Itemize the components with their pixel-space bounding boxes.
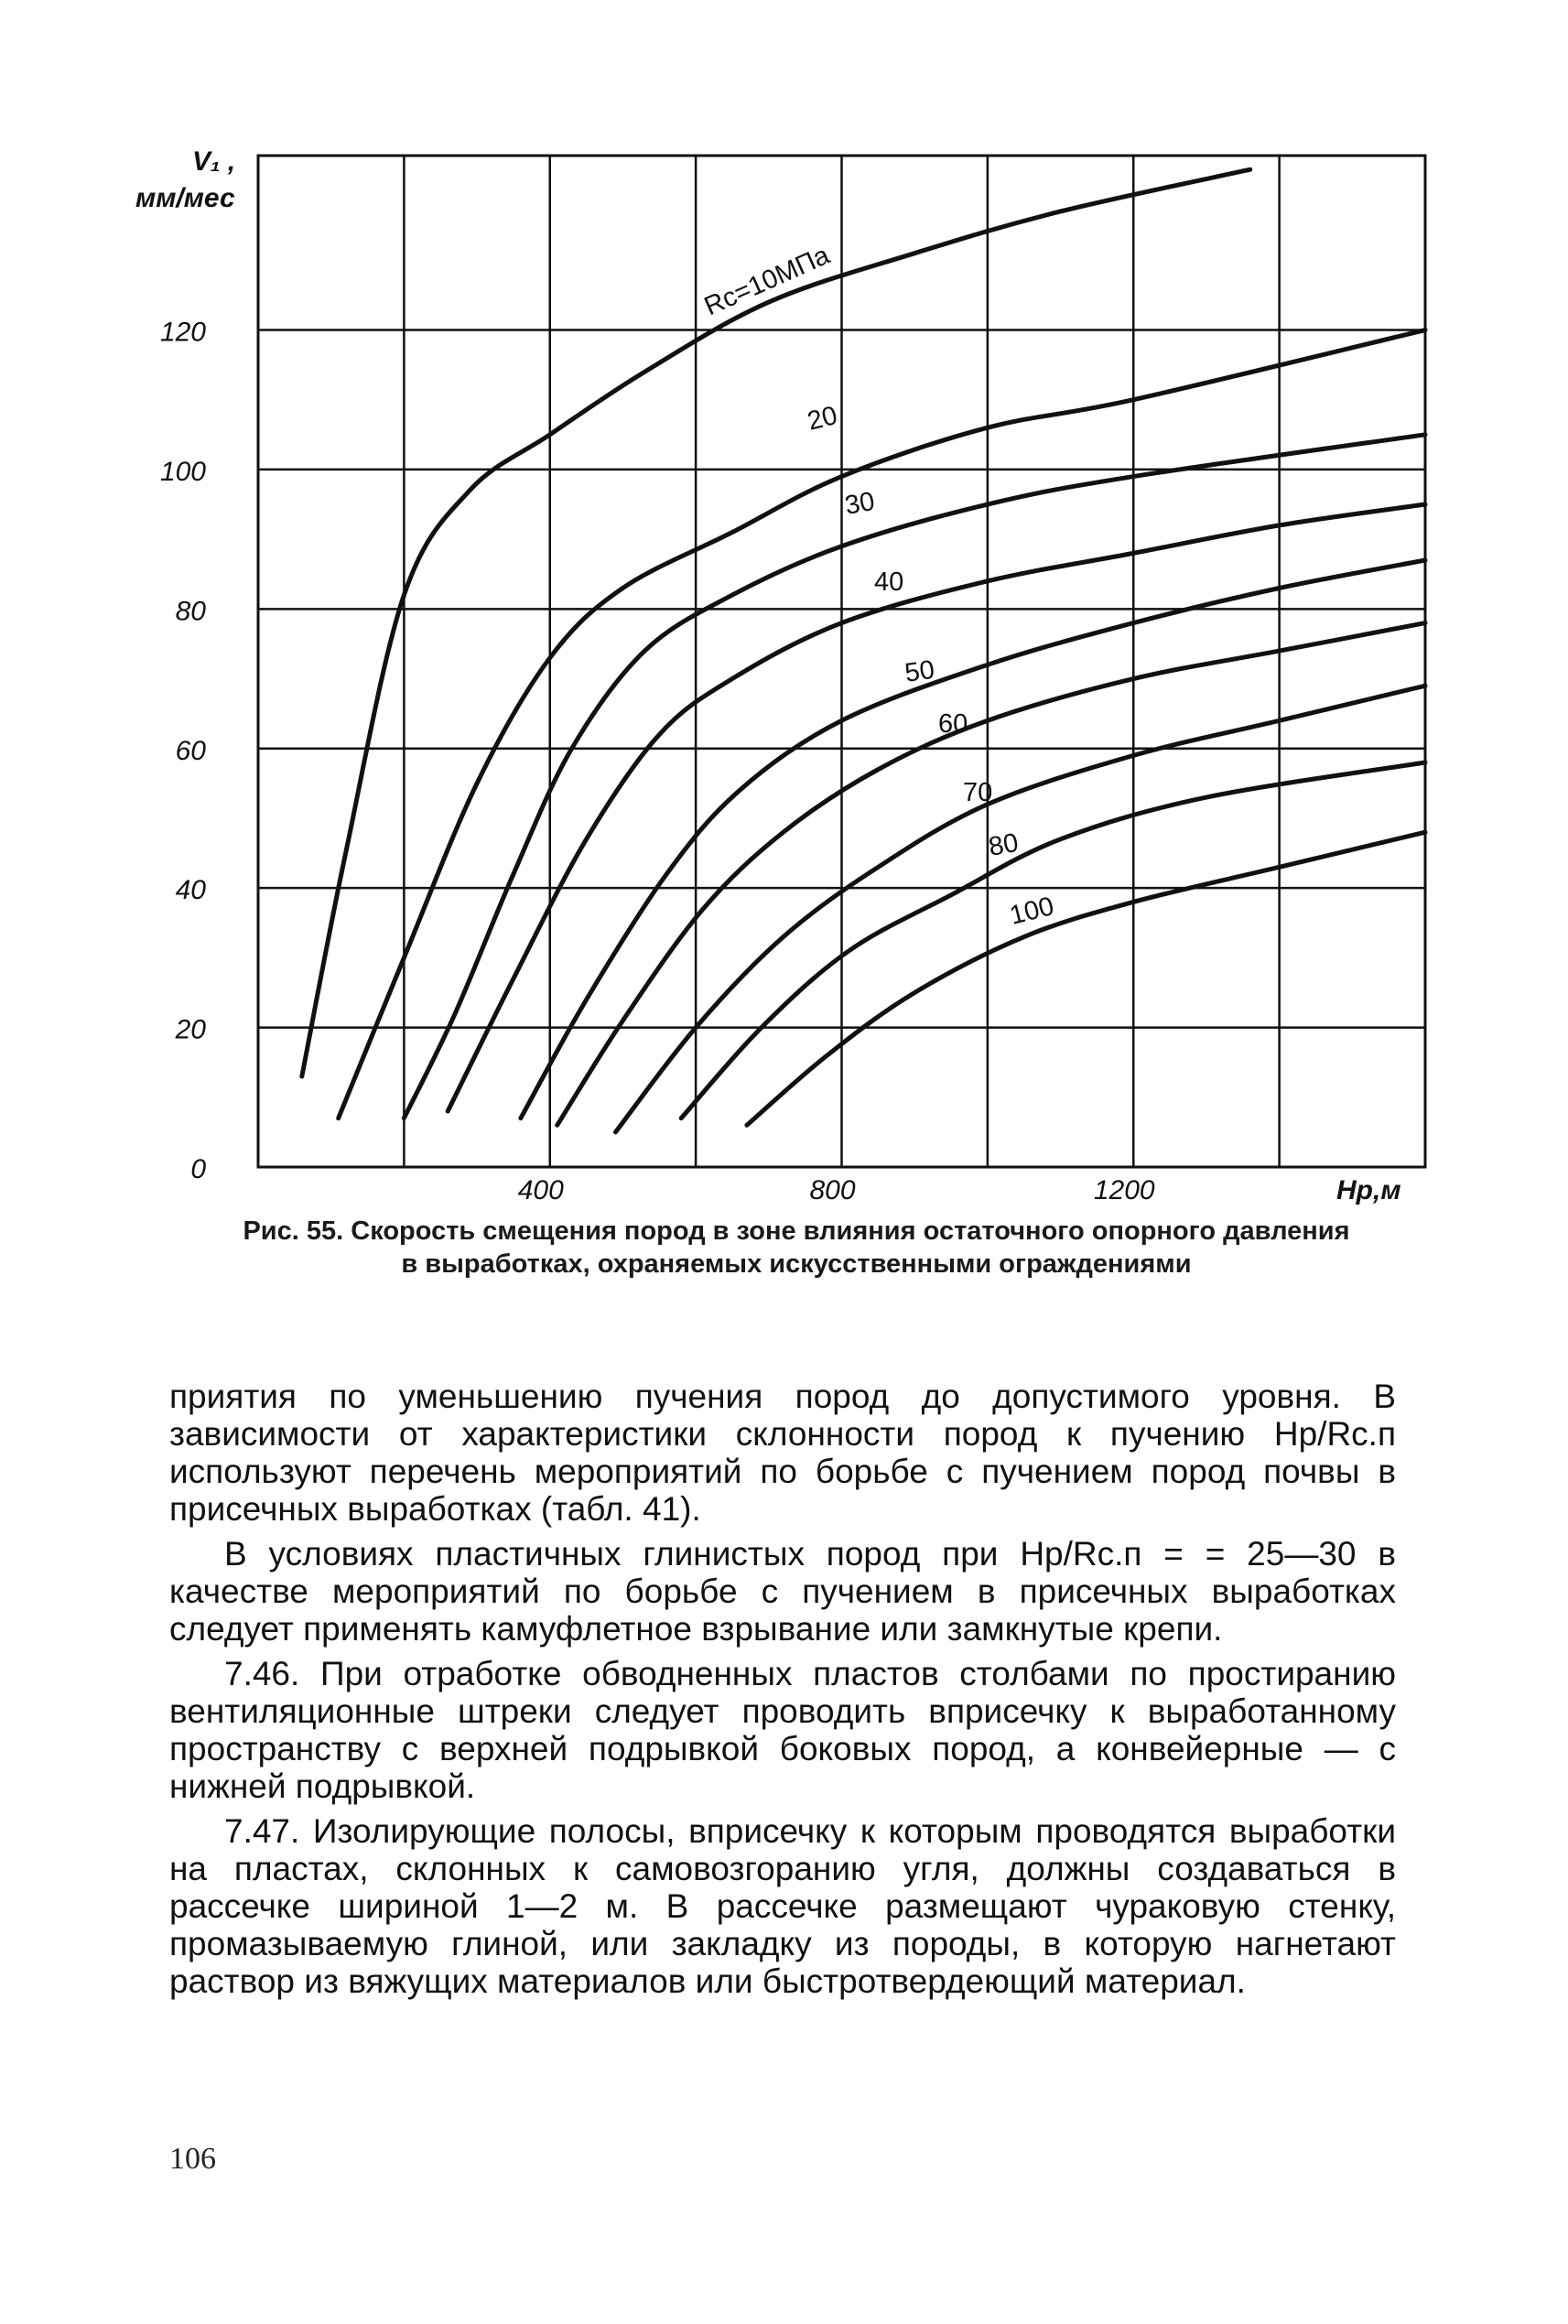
caption-line-1: Рис. 55. Скорость смещения пород в зоне влияния остаточного опорного давления: [243, 1216, 1350, 1246]
y-tick-label-100: 100: [159, 456, 206, 487]
paragraph-4: 7.47. Изолирующие полосы, вприсечку к которым проводятся выработки на пластах, склонных к самовозгоранию угля, должны создаваться в рассечке шириной 1—2 м. В рассечке размещают чураковую стенку, промазываемую глиной, или закладку из породы, в которую нагнетают раствор из вяжущих материалов или быстротвердеющий материал.: [169, 1812, 1396, 2000]
y-tick-label-40: 40: [175, 875, 206, 906]
caption-line-2: в выработках, охраняемых искусственными ограждениями: [401, 1249, 1192, 1279]
paragraph-1: приятия по уменьшению пучения пород до допустимого уровня. В зависимости от характеристики склонности пород к пучению Hр/Rс.п используют перечень мероприятий по борьбе с пучением пород почвы в присечных выработках (табл. 41).: [169, 1378, 1396, 1528]
series-line-7: [681, 762, 1425, 1119]
series-line-4: [521, 560, 1425, 1119]
series-label-0: Rc=10МПа: [699, 240, 835, 322]
x-tick-label-800: 800: [809, 1175, 856, 1205]
x-tick-label-400: 400: [517, 1175, 564, 1205]
x-axis: [518, 1175, 1155, 1205]
y-tick-label-80: 80: [175, 596, 206, 627]
y-axis: [160, 318, 206, 1184]
y-tick-label-0: 0: [190, 1154, 206, 1184]
series-label-1: 20: [804, 400, 841, 437]
y-tick-label-60: 60: [175, 735, 206, 766]
body-text: [169, 1378, 1396, 2007]
series-line-2: [404, 435, 1425, 1119]
series-label-4: 50: [903, 654, 936, 688]
series-label-2: 30: [842, 486, 877, 521]
series-group: [302, 169, 1425, 1132]
series-label-6: 70: [963, 778, 993, 807]
series-label-7: 80: [986, 827, 1021, 862]
page-number: 106: [169, 2142, 216, 2176]
series-label-5: 60: [938, 709, 968, 739]
y-axis-label-line1: V₁ ,: [192, 146, 236, 177]
series-line-8: [747, 832, 1425, 1125]
y-tick-label-20: 20: [175, 1014, 206, 1045]
grid: [258, 156, 1425, 1167]
paragraph-2: В условиях пластичных глинистых пород при Hр/Rс.п = = 25—30 в качестве мероприятий по борьбе с пучением в присечных выработках следует применять камуфлетное взрывание или замкнутые крепи.: [169, 1535, 1396, 1648]
x-axis-label: Hр,м: [1336, 1175, 1401, 1205]
x-tick-label-1200: 1200: [1093, 1175, 1155, 1205]
figure-caption: [174, 1215, 1419, 1281]
paragraph-3: 7.46. При отработке обводненных пластов столбами по простиранию вентиляционные штреки следует проводить вприсечку к выработанному пространству с верхней подрывкой боковых пород, а конвейерные — с нижней подрывкой.: [169, 1655, 1396, 1805]
y-axis-label-line2: мм/мес: [135, 183, 235, 213]
y-tick-label-120: 120: [159, 317, 206, 348]
series-label-8: 100: [1006, 892, 1057, 931]
series-label-3: 40: [874, 567, 904, 597]
